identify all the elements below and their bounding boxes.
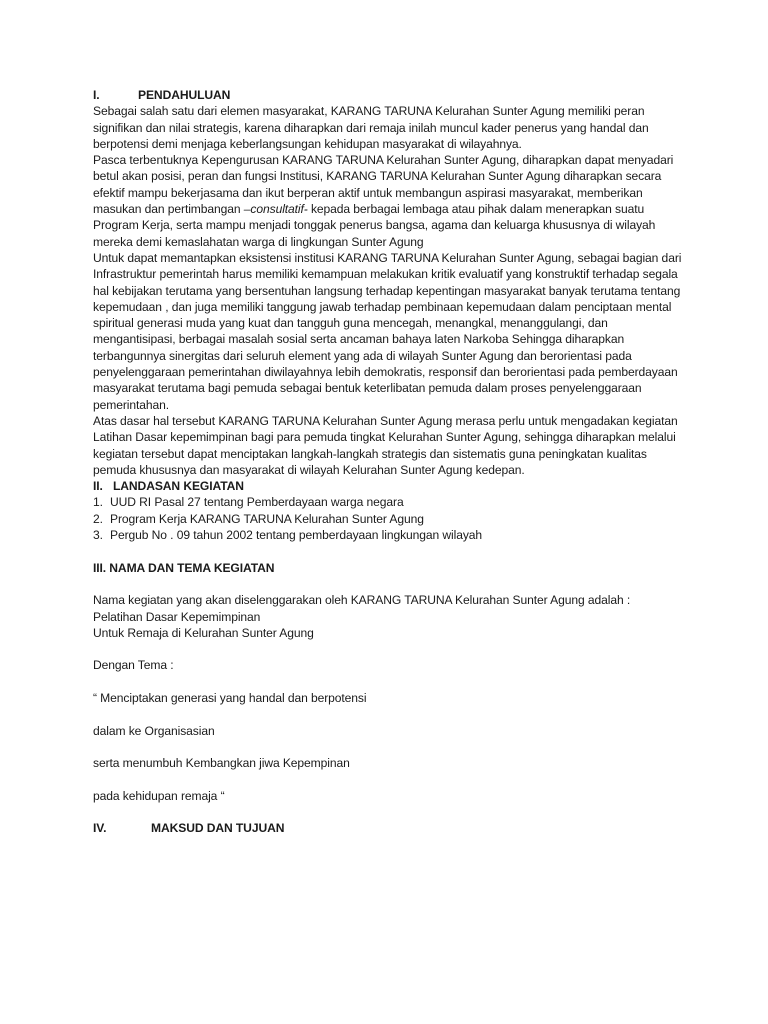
- list-item: [93, 527, 693, 543]
- paragraph-3: Untuk dapat memantapkan eksistensi institusi KARANG TARUNA Kelurahan Sunter Agung, sebagai bagian dari Infrastruktur pemerintah harus memiliki kemampuan melakukan kritik evaluatif yang konstruktif terhadap segala hal kebijakan terutama yang bersentuhan langsung terhadap kepentingan masyarakat banyak terutama tentang kepemudaan , dan juga memiliki tanggung jawab terhadap pembinaan kepemudaan dalam penciptaan mental spiritual generasi muda yang kuat dan tangguh guna mencegah, menangkal, menanggulangi, dan mengantisipasi, berbagai masalah sosial serta ancaman bahaya laten Narkoba Sehingga diharapkan terbangunnya sinergitas dari seluruh element yang ada di wilayah Sunter Agung dan berorientasi pada penyelenggaraan pemerintahan diwilayahnya lebih demokratis, responsif dan berorientasi pada pemberdayaan masyarakat terutama bagi pemuda sebagai bentuk keterlibatan pemuda dalam proses penyelenggaraan pemerintahan.: [93, 250, 682, 412]
- section-heading-nama-tema: III. NAMA DAN TEMA KEGIATAN: [93, 560, 275, 575]
- paragraph-1: Sebagai salah satu dari elemen masyarakat, KARANG TARUNA Kelurahan Sunter Agung memiliki peran signifikan dan nilai strategis, karena diharapkan dari remaja inilah muncul kader penerus yang handal dan berpotensi demi menjaga keberlangsungan kehidupan masyarakat di wilayahnya.: [93, 104, 649, 151]
- section-heading-maksud-tujuan: [93, 820, 693, 836]
- section-heading-landasan: [93, 478, 693, 494]
- theme-line-4: pada kehidupan remaja “: [93, 788, 225, 803]
- paragraph-2-text-a: Pasca terbentuknya Kepengurusan KARANG TARUNA Kelurahan Sunter Agung, diharapkan dapat menyadari betul akan posisi, peran dan fungsi Institusi, KARANG TARUNA Kelurahan Sunter Agung diharapkan secara efektif mampu bekerjasama dan ikut berperan aktif untuk membangun aspirasi masyarakat, memberikan masukan dan pertimbangan: [93, 153, 674, 217]
- theme-label: Dengan Tema :: [93, 658, 174, 673]
- activity-name-line-2: Untuk Remaja di Kelurahan Sunter Agung: [93, 625, 314, 640]
- section-title: PENDAHULUAN: [138, 88, 231, 102]
- list-number: 2.: [93, 511, 103, 526]
- section-number: I.: [93, 88, 100, 102]
- theme-line-2: dalam ke Organisasian: [93, 723, 215, 738]
- list-item: [93, 511, 693, 527]
- paragraph-2: [93, 152, 693, 250]
- section-number: IV.: [93, 821, 107, 836]
- activity-name-line-1: Pelatihan Dasar Kepemimpinan: [93, 609, 261, 624]
- list-text: UUD RI Pasal 27 tentang Pemberdayaan warga negara: [110, 495, 404, 510]
- section-number: II.: [93, 479, 103, 494]
- activity-intro: Nama kegiatan yang akan diselenggarakan oleh KARANG TARUNA Kelurahan Sunter Agung adalah :: [93, 593, 631, 608]
- list-text: Program Kerja KARANG TARUNA Kelurahan Sunter Agung: [110, 511, 424, 526]
- paragraph-4: Atas dasar hal tersebut KARANG TARUNA Kelurahan Sunter Agung merasa perlu untuk mengadakan kegiatan Latihan Dasar kepemimpinan bagi para pemuda tingkat Kelurahan Sunter Agung, sehingga diharapkan melalui kegiatan tersebut dapat menciptakan langkah-langkah strategis dan sistematis guna peningkatan kualitas pemuda khususnya dan masyarakat di wilayah Kelurahan Sunter Agung kedepan.: [93, 413, 678, 477]
- theme-line-1: “ Menciptakan generasi yang handal dan berpotensi: [93, 690, 367, 705]
- list-number: 1.: [93, 495, 103, 510]
- section-title: MAKSUD DAN TUJUAN: [151, 821, 285, 836]
- theme-line-3: serta menumbuh Kembangkan jiwa Kepempinan: [93, 756, 350, 771]
- list-item: [93, 494, 693, 510]
- section-title: LANDASAN KEGIATAN: [113, 479, 244, 494]
- section-heading-pendahuluan: [93, 87, 693, 103]
- paragraph-2-text-b: kepada berbagai lembaga atau pihak dalam menerapkan suatu Program Kerja, serta mampu menjadi tonggak penerus bangsa, agama dan keluarga khususnya di wilayah mereka demi kemaslahatan warga di lingkungan Sunter Agung: [93, 202, 656, 249]
- list-text: Pergub No . 09 tahun 2002 tentang pemberdayaan lingkungan wilayah: [110, 528, 483, 543]
- list-number: 3.: [93, 528, 103, 543]
- paragraph-2-italic: –consultatif-: [243, 202, 308, 217]
- document-body: [93, 87, 693, 837]
